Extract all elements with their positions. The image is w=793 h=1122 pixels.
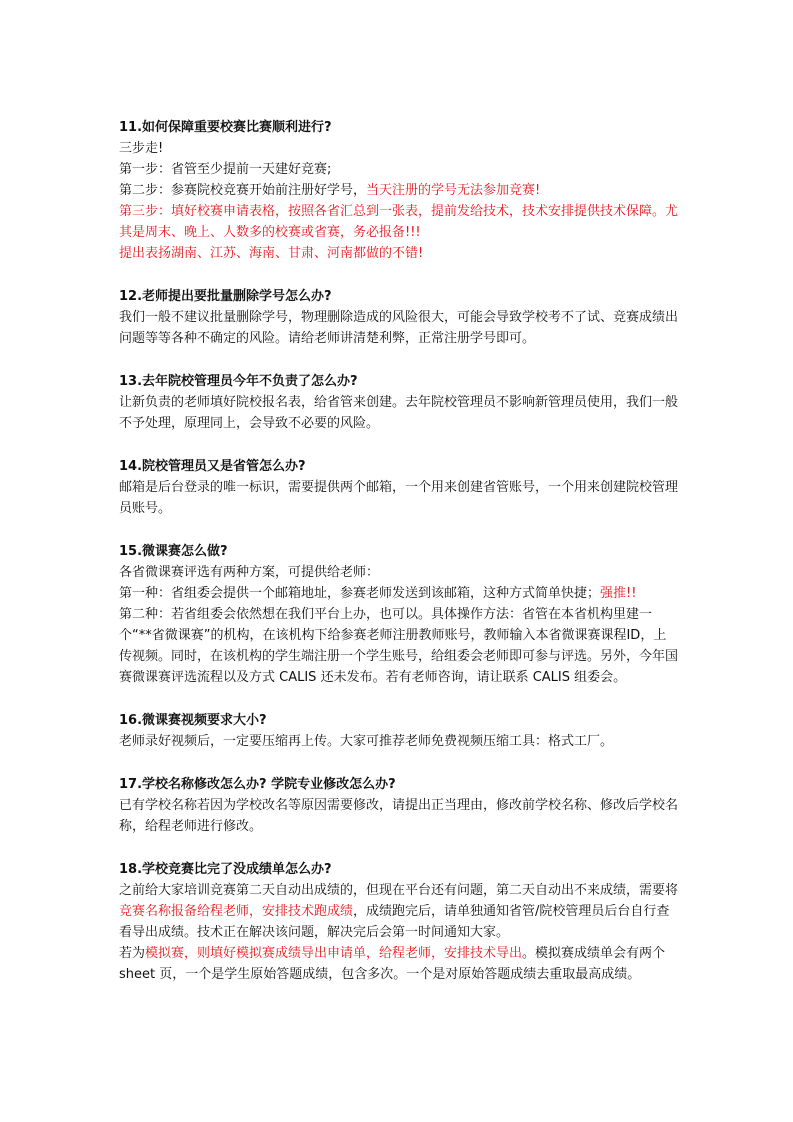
- faq-paragraph: [119, 477, 679, 519]
- faq-section: [119, 456, 679, 519]
- body-text: 。模拟赛成绩单会有两个 sheet 页，一个是学生原始答题成绩，包含多次。一个是对原始答题成绩去重取最高成绩。: [119, 946, 666, 982]
- highlighted-text: 模拟赛，则填好模拟赛成绩导出申请单，给程老师，安排技术导出: [145, 946, 523, 961]
- highlighted-text: 第三步：填好校赛申请表格，按照各省汇总到一张表，提前发给技术，技术安排提供技术保障。尤其是周末、晚上、人数多的校赛或省赛，务必报备!!!: [119, 204, 679, 240]
- body-text: ，成绩跑完后，请单独通知省管/院校管理员后台自行查看导出成绩。技术正在解决该问题，解决完后会第一时间通知大家。: [119, 904, 670, 940]
- faq-paragraph: [119, 880, 679, 943]
- body-text: 三步走!: [119, 141, 164, 156]
- highlighted-text: 当天注册的学号无法参加竞赛!: [366, 183, 541, 198]
- faq-question: 17.学校名称修改怎么办? 学院专业修改怎么办?: [119, 777, 396, 792]
- faq-paragraph: [119, 307, 679, 349]
- body-text: 之前给大家培训竞赛第二天自动出成绩的，但现在平台还有问题，第二天自动出不来成绩，需要将: [119, 883, 679, 898]
- faq-paragraph: [119, 731, 679, 752]
- body-text: 第二种：若省组委会依然想在我们平台上办，也可以。具体操作方法：省管在本省机构里建一个“**省微课赛”的机构，在该机构下给参赛老师注册教师账号，教师输入本省微课赛课程ID，上传视频。同时，在该机构的学生端注册一个学生账号，给组委会老师即可参与评选。另外，今年国赛微课赛评选流程以及方式 CALIS 还未发布。若有老师咨询，请让联系 CALIS 组委会。: [119, 607, 679, 685]
- highlighted-text: 强推!!: [600, 586, 637, 601]
- faq-paragraph: [119, 243, 679, 264]
- body-text: 第二步：参赛院校竞赛开始前注册好学号，: [119, 183, 367, 198]
- body-text: 邮箱是后台登录的唯一标识，需要提供两个邮箱，一个用来创建省管账号，一个用来创建院校管理员账号。: [119, 480, 679, 516]
- faq-paragraph: [119, 392, 679, 434]
- faq-section: [119, 859, 679, 985]
- highlighted-text: 竞赛名称报备给程老师，安排技术跑成绩: [119, 904, 354, 919]
- faq-section: [119, 117, 679, 264]
- faq-section: [119, 710, 679, 752]
- faq-list: [119, 117, 679, 1007]
- faq-paragraph: [119, 943, 679, 985]
- faq-question: 11.如何保障重要校赛比赛顺利进行?: [119, 120, 332, 135]
- body-text: 若为: [119, 946, 146, 961]
- faq-section: [119, 774, 679, 837]
- body-text: 让新负责的老师填好院校报名表，给省管来创建。去年院校管理员不影响新管理员使用，我们一般不予处理，原理同上，会导致不必要的风险。: [119, 395, 679, 431]
- faq-paragraph: [119, 795, 679, 837]
- faq-question: 16.微课赛视频要求大小?: [119, 713, 267, 728]
- body-text: 各省微课赛评选有两种方案，可提供给老师：: [119, 565, 380, 580]
- faq-paragraph: [119, 562, 679, 583]
- faq-section: [119, 541, 679, 688]
- faq-paragraph: [119, 180, 679, 201]
- faq-question: 15.微课赛怎么做?: [119, 544, 228, 559]
- faq-section: [119, 371, 679, 434]
- body-text: 已有学校名称若因为学校改名等原因需要修改，请提出正当理由，修改前学校名称、修改后学校名称，给程老师进行修改。: [119, 798, 679, 834]
- faq-question: 13.去年院校管理员今年不负责了怎么办?: [119, 374, 358, 389]
- body-text: 第一步：省管至少提前一天建好竞赛;: [119, 162, 332, 177]
- faq-paragraph: [119, 159, 679, 180]
- faq-question: 12.老师提出要批量删除学号怎么办?: [119, 289, 332, 304]
- faq-question: 18.学校竞赛比完了没成绩单怎么办?: [119, 862, 332, 877]
- highlighted-text: 提出表扬湖南、江苏、海南、甘肃、河南都做的不错!: [119, 246, 424, 261]
- body-text: 老师录好视频后，一定要压缩再上传。大家可推荐老师免费视频压缩工具：格式工厂。: [119, 734, 614, 749]
- body-text: 第一种：省组委会提供一个邮箱地址，参赛老师发送到该邮箱，这种方式简单快捷；: [119, 586, 601, 601]
- body-text: 我们一般不建议批量删除学号，物理删除造成的风险很大，可能会导致学校考不了试、竞赛成绩出问题等等各种不确定的风险。请给老师讲清楚利弊，正常注册学号即可。: [119, 310, 679, 346]
- faq-question: 14.院校管理员又是省管怎么办?: [119, 459, 306, 474]
- faq-paragraph: [119, 138, 679, 159]
- faq-paragraph: [119, 583, 679, 604]
- faq-paragraph: [119, 604, 679, 688]
- faq-section: [119, 286, 679, 349]
- faq-paragraph: [119, 201, 679, 243]
